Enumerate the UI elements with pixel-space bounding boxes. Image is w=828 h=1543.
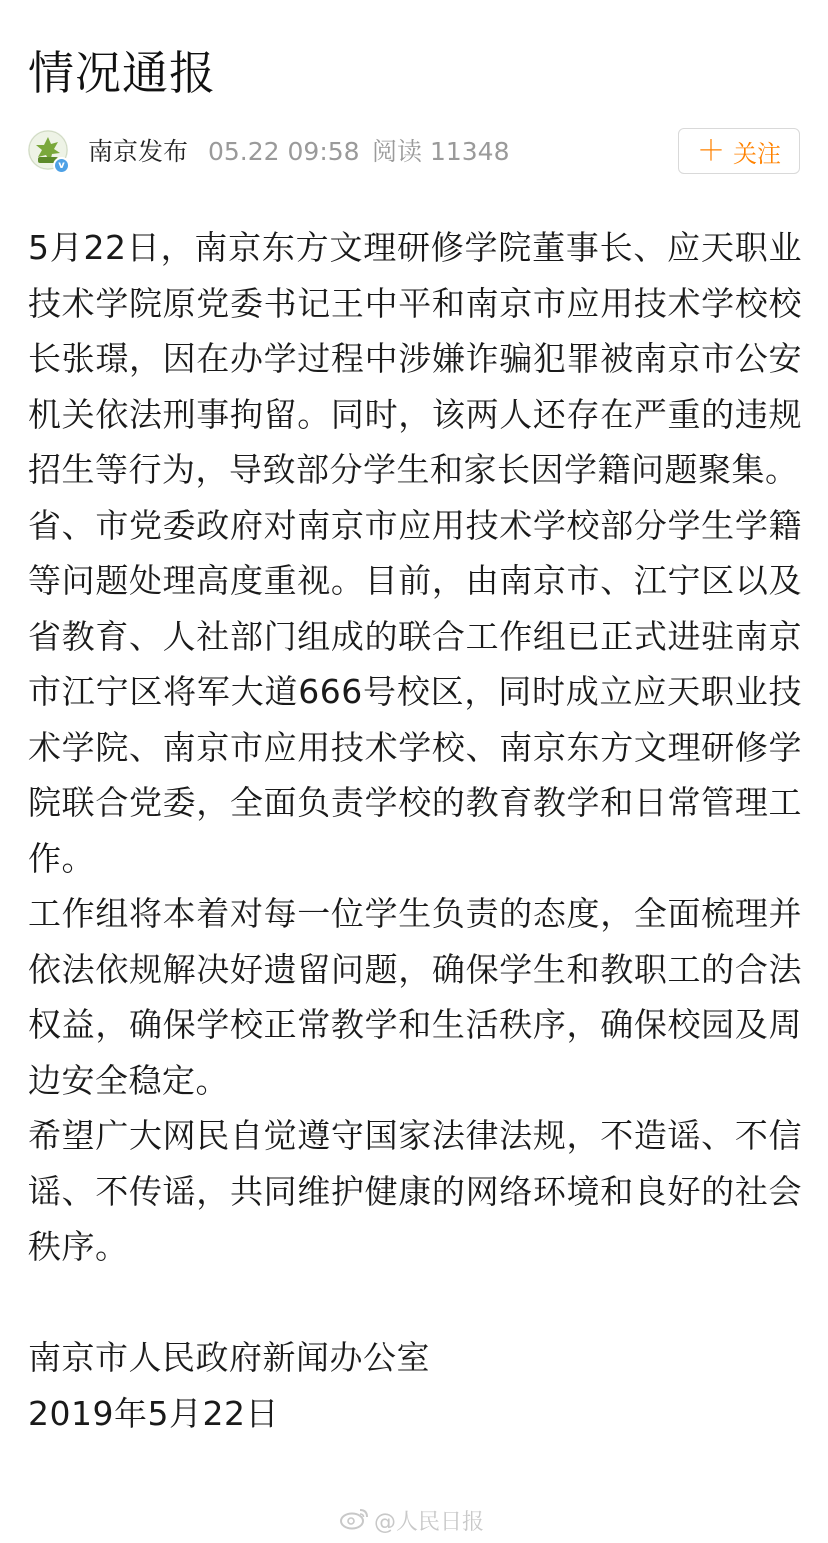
- author-name[interactable]: 南京发布: [88, 137, 189, 166]
- signature-date: 2019年5月22日: [28, 1393, 279, 1433]
- signature: [28, 1330, 802, 1441]
- blank-line: [28, 1275, 802, 1331]
- verified-badge-icon: v: [53, 157, 70, 174]
- avatar[interactable]: [28, 130, 68, 170]
- follow-button[interactable]: [678, 128, 800, 174]
- weibo-logo-icon: [340, 1506, 370, 1539]
- plus-icon: ＋: [696, 134, 725, 167]
- paragraph: 省、市党委政府对南京市应用技术学校部分学生学籍等问题处理高度重视。目前，由南京市、江宁区以及省教育、人社部门组成的联合工作组已正式进驻南京市江宁区将军大道666号校区，同时成立应天职业技术学院、南京市应用技术学校、南京东方文理研修学院联合党委，全面负责学校的教育教学和日常管理工作。: [28, 505, 802, 878]
- paragraph: 希望广大网民自觉遵守国家法律法规，不造谣、不信谣、不传谣，共同维护健康的网络环境和良好的社会秩序。: [28, 1116, 802, 1266]
- watermark: [340, 1506, 484, 1539]
- read-count: 阅读 11348: [372, 137, 510, 166]
- paragraph: 工作组将本着对每一位学生负责的态度，全面梳理并依法依规解决好遗留问题，确保学生和教职工的合法权益，确保学校正常教学和生活秩序，确保校园及周边安全稳定。: [28, 894, 802, 1100]
- post-time: 05.22 09:58: [208, 137, 360, 166]
- article-body: [28, 220, 802, 1441]
- post-meta-bar: [28, 128, 800, 178]
- watermark-text: @人民日报: [374, 1509, 485, 1535]
- signature-org: 南京市人民政府新闻办公室: [28, 1338, 430, 1377]
- paragraph: 5月22日，南京东方文理研修学院董事长、应天职业技术学院原党委书记王中平和南京市应用技术学校校长张璟，因在办学过程中涉嫌诈骗犯罪被南京市公安机关依法刑事拘留。同时，该两人还存在严重的违规招生等行为，导致部分学生和家长因学籍问题聚集。: [28, 228, 802, 489]
- follow-label: 关注: [733, 139, 781, 168]
- page-title: 情况通报: [28, 46, 216, 100]
